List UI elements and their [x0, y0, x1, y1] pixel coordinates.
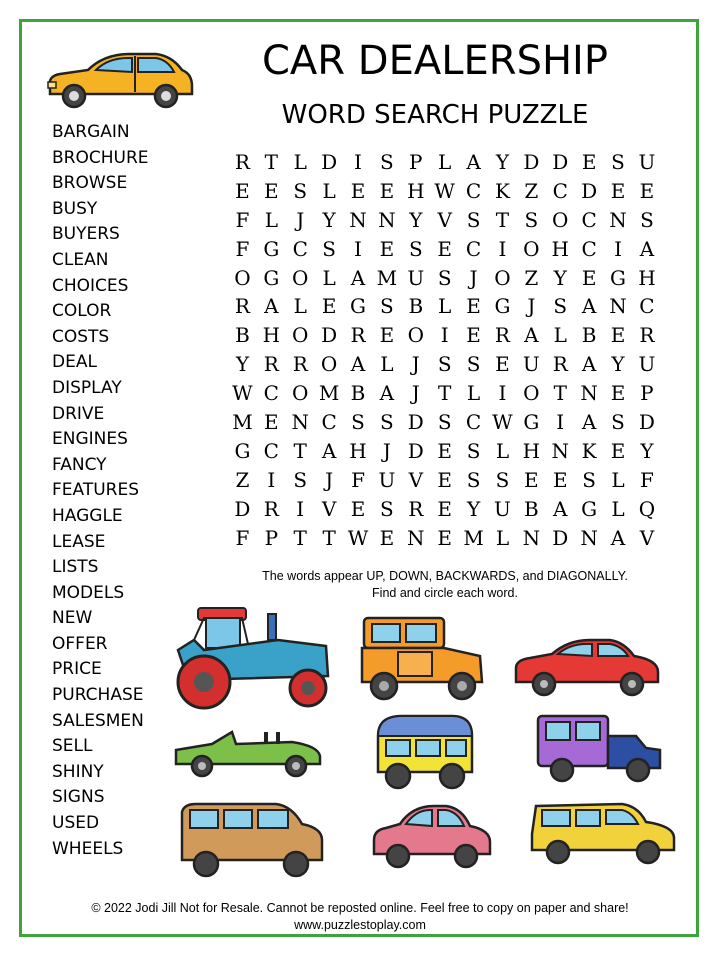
- grid-cell[interactable]: W: [434, 178, 455, 203]
- grid-cell[interactable]: I: [354, 150, 362, 174]
- grid-cell[interactable]: V: [321, 496, 337, 521]
- grid-cell[interactable]: L: [611, 467, 625, 492]
- word-list-item: COLOR: [52, 301, 112, 322]
- word-list-item: SIGNS: [52, 787, 105, 808]
- grid-cell[interactable]: B: [235, 323, 250, 348]
- grid-row: [228, 264, 661, 293]
- brown-minivan-illustration: [176, 800, 326, 880]
- grid-cell[interactable]: L: [322, 178, 336, 203]
- grid-row: [228, 177, 661, 206]
- grid-cell[interactable]: O: [292, 265, 309, 290]
- grid-row: [228, 408, 661, 437]
- grid-cell[interactable]: F: [235, 236, 250, 261]
- grid-cell[interactable]: V: [437, 207, 452, 232]
- grid-cell[interactable]: O: [523, 236, 540, 261]
- grid-cell[interactable]: O: [552, 207, 569, 232]
- grid-cell[interactable]: N: [609, 294, 627, 319]
- grid-cell[interactable]: R: [350, 323, 366, 348]
- grid-cell[interactable]: E: [466, 323, 481, 348]
- grid-cell[interactable]: W: [492, 410, 513, 435]
- grid-cell[interactable]: S: [408, 236, 423, 261]
- grid-cell[interactable]: C: [263, 438, 279, 463]
- grid-cell[interactable]: E: [437, 496, 452, 521]
- grid-cell[interactable]: N: [580, 381, 598, 406]
- grid-cell[interactable]: L: [322, 265, 336, 290]
- website-link[interactable]: www.puzzlestoplay.com: [294, 918, 426, 932]
- grid-cell[interactable]: L: [293, 150, 307, 174]
- word-list-item: BROWSE: [52, 173, 128, 194]
- word-list-item: NEW: [52, 608, 93, 629]
- word-list-item: SHINY: [52, 761, 104, 782]
- grid-cell[interactable]: F: [235, 207, 250, 232]
- grid-cell[interactable]: V: [408, 467, 424, 492]
- grid-cell[interactable]: S: [380, 150, 394, 174]
- word-list-item: SALESMEN: [52, 710, 144, 731]
- purple-van-illustration: [532, 712, 666, 784]
- grid-cell[interactable]: E: [495, 352, 510, 377]
- grid-cell[interactable]: K: [494, 178, 510, 203]
- grid-cell[interactable]: E: [350, 178, 366, 203]
- jeep-illustration: [358, 612, 488, 702]
- grid-cell[interactable]: S: [293, 467, 308, 492]
- grid-cell[interactable]: E: [610, 323, 626, 348]
- grid-cell[interactable]: I: [267, 467, 276, 492]
- grid-cell[interactable]: T: [438, 381, 452, 406]
- grid-cell[interactable]: A: [639, 236, 655, 261]
- word-list-item: LEASE: [52, 531, 106, 552]
- instructions-line-1: The words appear UP, DOWN, BACKWARDS, and DIAGONALLY.: [262, 569, 628, 583]
- grid-cell[interactable]: A: [581, 352, 597, 377]
- green-convertible-illustration: [172, 728, 324, 778]
- grid-cell[interactable]: S: [466, 352, 481, 377]
- grid-cell[interactable]: H: [522, 438, 541, 463]
- grid-cell[interactable]: J: [325, 467, 334, 492]
- grid-cell[interactable]: C: [581, 236, 597, 261]
- grid-cell[interactable]: D: [552, 525, 569, 550]
- grid-cell[interactable]: M: [232, 410, 253, 435]
- grid-row: [228, 524, 661, 553]
- word-list-item: BUYERS: [52, 224, 120, 245]
- grid-cell[interactable]: D: [552, 150, 569, 174]
- grid-cell[interactable]: E: [264, 410, 279, 435]
- grid-cell[interactable]: A: [553, 496, 568, 521]
- grid-cell[interactable]: L: [553, 323, 567, 348]
- page-title: CAR DEALERSHIP: [262, 38, 608, 84]
- grid-cell[interactable]: O: [523, 381, 540, 406]
- red-car-illustration: [512, 632, 662, 698]
- grid-row: [228, 235, 661, 264]
- word-list-item: USED: [52, 813, 100, 834]
- grid-cell[interactable]: F: [235, 525, 250, 550]
- grid-cell[interactable]: Y: [640, 438, 654, 463]
- grid-cell[interactable]: E: [466, 294, 481, 319]
- grid-cell[interactable]: J: [382, 438, 391, 463]
- instructions-line-2: Find and circle each word.: [372, 586, 518, 600]
- grid-cell[interactable]: O: [494, 265, 511, 290]
- grid-cell[interactable]: G: [610, 265, 627, 290]
- grid-row: [228, 206, 661, 235]
- grid-cell[interactable]: A: [466, 150, 481, 174]
- grid-cell[interactable]: S: [466, 467, 481, 492]
- word-list-item: ENGINES: [52, 429, 128, 450]
- word-list-item: SELL: [52, 736, 93, 757]
- grid-cell[interactable]: M: [463, 525, 484, 550]
- grid-cell[interactable]: O: [407, 323, 424, 348]
- grid-cell[interactable]: N: [291, 410, 309, 435]
- word-list-item: BARGAIN: [52, 122, 130, 142]
- grid-cell[interactable]: E: [350, 496, 366, 521]
- grid-cell[interactable]: W: [232, 381, 253, 406]
- grid-cell[interactable]: R: [234, 294, 250, 319]
- grid-cell[interactable]: H: [638, 265, 656, 290]
- grid-cell[interactable]: U: [638, 150, 656, 174]
- grid-cell[interactable]: R: [292, 352, 308, 377]
- grid-cell[interactable]: L: [495, 438, 510, 463]
- word-list-item: FEATURES: [52, 480, 140, 501]
- grid-cell[interactable]: S: [611, 410, 625, 435]
- grid-row: [228, 148, 661, 177]
- grid-cell[interactable]: A: [524, 323, 539, 348]
- grid-cell[interactable]: G: [581, 496, 598, 521]
- grid-cell[interactable]: E: [379, 178, 395, 203]
- grid-cell[interactable]: Q: [638, 496, 656, 521]
- grid-cell[interactable]: I: [354, 236, 362, 261]
- grid-cell[interactable]: E: [581, 150, 597, 174]
- yellow-wagon-illustration: [528, 798, 678, 868]
- grid-cell[interactable]: C: [321, 410, 337, 435]
- grid-cell[interactable]: D: [321, 150, 338, 174]
- grid-cell[interactable]: M: [376, 265, 398, 290]
- grid-row: [228, 292, 661, 321]
- grid-cell[interactable]: U: [494, 496, 511, 521]
- grid-cell[interactable]: D: [407, 410, 424, 435]
- word-list-item: COSTS: [52, 326, 110, 347]
- grid-cell[interactable]: Y: [466, 496, 481, 521]
- grid-cell[interactable]: G: [263, 236, 280, 261]
- grid-cell[interactable]: V: [639, 525, 655, 550]
- grid-cell[interactable]: J: [296, 207, 305, 232]
- grid-cell[interactable]: U: [378, 467, 396, 492]
- grid-cell[interactable]: B: [408, 294, 424, 319]
- grid-cell[interactable]: S: [466, 438, 481, 463]
- grid-cell[interactable]: E: [552, 467, 568, 492]
- grid-cell[interactable]: T: [553, 381, 567, 406]
- grid-cell[interactable]: E: [379, 236, 395, 261]
- grid-cell[interactable]: B: [581, 323, 597, 348]
- grid-cell[interactable]: K: [581, 438, 597, 463]
- grid-cell[interactable]: W: [347, 525, 369, 550]
- grid-cell[interactable]: T: [264, 150, 278, 174]
- word-list-item: HAGGLE: [52, 505, 123, 526]
- word-list-item: BUSY: [52, 198, 98, 219]
- grid-cell[interactable]: E: [610, 438, 626, 463]
- grid-cell[interactable]: S: [640, 207, 654, 232]
- grid-cell[interactable]: C: [639, 294, 655, 319]
- grid-cell[interactable]: R: [234, 150, 250, 174]
- grid-row: [228, 495, 661, 524]
- grid-cell[interactable]: N: [349, 207, 367, 232]
- pink-car-illustration: [370, 800, 494, 870]
- grid-cell[interactable]: E: [437, 525, 452, 550]
- grid-cell[interactable]: C: [552, 178, 568, 203]
- grid-cell[interactable]: S: [495, 467, 510, 492]
- grid-cell[interactable]: H: [551, 236, 569, 261]
- letter-grid: [228, 148, 661, 552]
- grid-row: [228, 466, 661, 495]
- header-car-illustration: [44, 48, 196, 112]
- grid-cell[interactable]: O: [292, 381, 309, 406]
- grid-cell[interactable]: J: [469, 265, 478, 290]
- grid-cell[interactable]: C: [581, 207, 597, 232]
- word-list-item: LISTS: [52, 557, 99, 578]
- grid-cell[interactable]: B: [524, 496, 539, 521]
- word-list: [52, 120, 149, 862]
- grid-cell[interactable]: Z: [524, 178, 539, 203]
- grid-cell[interactable]: R: [552, 352, 568, 377]
- word-list-item: DEAL: [52, 352, 97, 373]
- grid-cell[interactable]: A: [350, 265, 366, 290]
- grid-cell[interactable]: B: [350, 381, 366, 406]
- grid-cell[interactable]: J: [527, 294, 536, 319]
- grid-cell[interactable]: E: [379, 323, 395, 348]
- grid-cell[interactable]: N: [551, 438, 569, 463]
- word-list-item: CLEAN: [52, 249, 109, 270]
- grid-cell[interactable]: S: [322, 236, 336, 261]
- grid-row: [228, 379, 661, 408]
- grid-cell[interactable]: A: [581, 294, 597, 319]
- grid-cell[interactable]: P: [264, 525, 279, 550]
- grid-cell[interactable]: G: [350, 294, 366, 319]
- grid-cell[interactable]: E: [437, 438, 452, 463]
- page-subtitle: WORD SEARCH PUZZLE: [281, 100, 589, 130]
- grid-cell[interactable]: S: [437, 265, 452, 290]
- grid-cell[interactable]: I: [296, 496, 305, 521]
- grid-cell[interactable]: U: [638, 352, 656, 377]
- tractor-illustration: [168, 600, 338, 710]
- grid-cell[interactable]: A: [350, 352, 366, 377]
- grid-cell[interactable]: A: [610, 525, 626, 550]
- word-list-item: OFFER: [52, 633, 108, 654]
- grid-cell[interactable]: Y: [235, 352, 250, 377]
- grid-cell[interactable]: I: [556, 410, 565, 435]
- grid-cell[interactable]: R: [263, 496, 279, 521]
- grid-cell[interactable]: H: [262, 323, 281, 348]
- grid-cell[interactable]: E: [321, 294, 337, 319]
- grid-cell[interactable]: O: [292, 323, 309, 348]
- grid-cell[interactable]: E: [235, 178, 250, 203]
- grid-cell[interactable]: E: [581, 265, 597, 290]
- grid-cell[interactable]: O: [234, 265, 251, 290]
- grid-cell[interactable]: P: [409, 150, 423, 174]
- grid-cell[interactable]: T: [293, 438, 307, 463]
- grid-cell[interactable]: T: [293, 525, 307, 550]
- word-list-item: WHEELS: [52, 838, 124, 859]
- grid-cell[interactable]: U: [522, 352, 540, 377]
- grid-cell[interactable]: E: [610, 178, 626, 203]
- grid-cell[interactable]: S: [611, 150, 625, 174]
- grid-cell[interactable]: L: [293, 294, 307, 319]
- grid-cell[interactable]: S: [582, 467, 596, 492]
- word-list-item: PURCHASE: [52, 685, 144, 706]
- grid-cell[interactable]: Z: [235, 467, 250, 492]
- grid-cell[interactable]: S: [351, 410, 365, 435]
- grid-cell[interactable]: N: [522, 525, 541, 550]
- word-list-item: DISPLAY: [52, 377, 122, 398]
- grid-row: [228, 350, 661, 379]
- grid-cell[interactable]: D: [234, 496, 251, 521]
- grid-cell[interactable]: S: [524, 207, 539, 232]
- grid-cell[interactable]: Y: [611, 352, 625, 377]
- grid-cell[interactable]: U: [407, 265, 425, 290]
- grid-cell[interactable]: A: [264, 294, 279, 319]
- grid-cell[interactable]: S: [437, 410, 452, 435]
- grid-cell[interactable]: E: [610, 381, 626, 406]
- grid-cell[interactable]: M: [318, 381, 340, 406]
- grid-cell[interactable]: S: [293, 178, 308, 203]
- grid-cell[interactable]: E: [437, 236, 452, 261]
- grid-cell[interactable]: E: [437, 467, 452, 492]
- grid-cell[interactable]: L: [495, 525, 510, 550]
- word-list-item: PRICE: [52, 659, 102, 680]
- grid-cell[interactable]: C: [263, 381, 279, 406]
- grid-cell[interactable]: J: [411, 352, 420, 377]
- grid-cell[interactable]: L: [438, 150, 452, 174]
- grid-cell[interactable]: F: [351, 467, 365, 492]
- grid-cell[interactable]: D: [523, 150, 540, 174]
- grid-cell[interactable]: S: [380, 496, 394, 521]
- grid-cell[interactable]: I: [440, 323, 449, 348]
- grid-cell[interactable]: H: [349, 438, 367, 463]
- grid-cell[interactable]: H: [407, 178, 425, 203]
- yellow-bus-illustration: [372, 712, 478, 792]
- grid-row: [228, 321, 661, 350]
- grid-cell[interactable]: L: [466, 381, 481, 406]
- grid-cell[interactable]: E: [639, 178, 655, 203]
- grid-cell[interactable]: F: [639, 467, 654, 492]
- grid-cell[interactable]: O: [320, 352, 338, 377]
- grid-cell[interactable]: E: [264, 178, 279, 203]
- grid-cell[interactable]: I: [498, 381, 507, 406]
- word-list-item: BROCHURE: [52, 147, 149, 168]
- grid-cell[interactable]: S: [553, 294, 568, 319]
- grid-cell[interactable]: T: [322, 525, 336, 550]
- grid-cell[interactable]: I: [498, 236, 507, 261]
- grid-cell[interactable]: G: [494, 294, 511, 319]
- grid-cell[interactable]: P: [640, 381, 654, 406]
- grid-cell[interactable]: Y: [553, 265, 567, 290]
- grid-cell[interactable]: J: [411, 381, 420, 406]
- grid-cell[interactable]: N: [407, 525, 425, 550]
- grid-cell[interactable]: L: [438, 294, 452, 319]
- grid-cell[interactable]: Y: [409, 207, 423, 232]
- grid-cell[interactable]: G: [523, 410, 540, 435]
- grid-cell[interactable]: I: [614, 236, 622, 261]
- grid-cell[interactable]: Y: [322, 207, 336, 232]
- copyright-notice: © 2022 Jodi Jill Not for Resale. Cannot be reposted online. Feel free to copy on paper and share!: [91, 901, 629, 915]
- grid-cell[interactable]: A: [581, 410, 597, 435]
- grid-cell[interactable]: S: [437, 352, 452, 377]
- footer: [30, 900, 690, 934]
- grid-row: [228, 437, 661, 466]
- instructions: [200, 568, 690, 602]
- grid-cell[interactable]: C: [465, 236, 482, 261]
- word-list-item: DRIVE: [52, 403, 105, 424]
- grid-cell[interactable]: R: [494, 323, 510, 348]
- grid-cell[interactable]: S: [466, 207, 481, 232]
- grid-cell[interactable]: G: [263, 265, 280, 290]
- grid-cell[interactable]: L: [380, 352, 394, 377]
- grid-cell[interactable]: A: [321, 438, 337, 463]
- grid-cell[interactable]: Y: [495, 150, 510, 174]
- grid-cell[interactable]: D: [407, 438, 424, 463]
- grid-cell[interactable]: S: [380, 410, 394, 435]
- word-list-item: CHOICES: [52, 275, 129, 296]
- grid-cell[interactable]: R: [263, 352, 279, 377]
- grid-cell[interactable]: D: [581, 178, 598, 203]
- grid-cell[interactable]: R: [639, 323, 655, 348]
- grid-cell[interactable]: A: [379, 381, 395, 406]
- word-list-item: MODELS: [52, 582, 125, 603]
- grid-cell[interactable]: N: [580, 525, 598, 550]
- grid-cell[interactable]: N: [378, 207, 396, 232]
- grid-cell[interactable]: C: [292, 236, 308, 261]
- grid-cell[interactable]: C: [465, 178, 482, 203]
- grid-cell[interactable]: L: [611, 496, 625, 521]
- grid-cell[interactable]: T: [495, 207, 510, 232]
- grid-cell[interactable]: G: [234, 438, 251, 463]
- grid-cell[interactable]: Z: [524, 265, 539, 290]
- grid-cell[interactable]: E: [524, 467, 539, 492]
- word-list-item: FANCY: [52, 454, 107, 475]
- grid-cell[interactable]: S: [380, 294, 394, 319]
- grid-cell[interactable]: E: [379, 525, 395, 550]
- grid-cell[interactable]: C: [465, 410, 482, 435]
- grid-cell[interactable]: N: [609, 207, 627, 232]
- grid-cell[interactable]: D: [638, 410, 655, 435]
- grid-cell[interactable]: L: [264, 207, 278, 232]
- grid-cell[interactable]: R: [408, 496, 424, 521]
- grid-cell[interactable]: D: [321, 323, 338, 348]
